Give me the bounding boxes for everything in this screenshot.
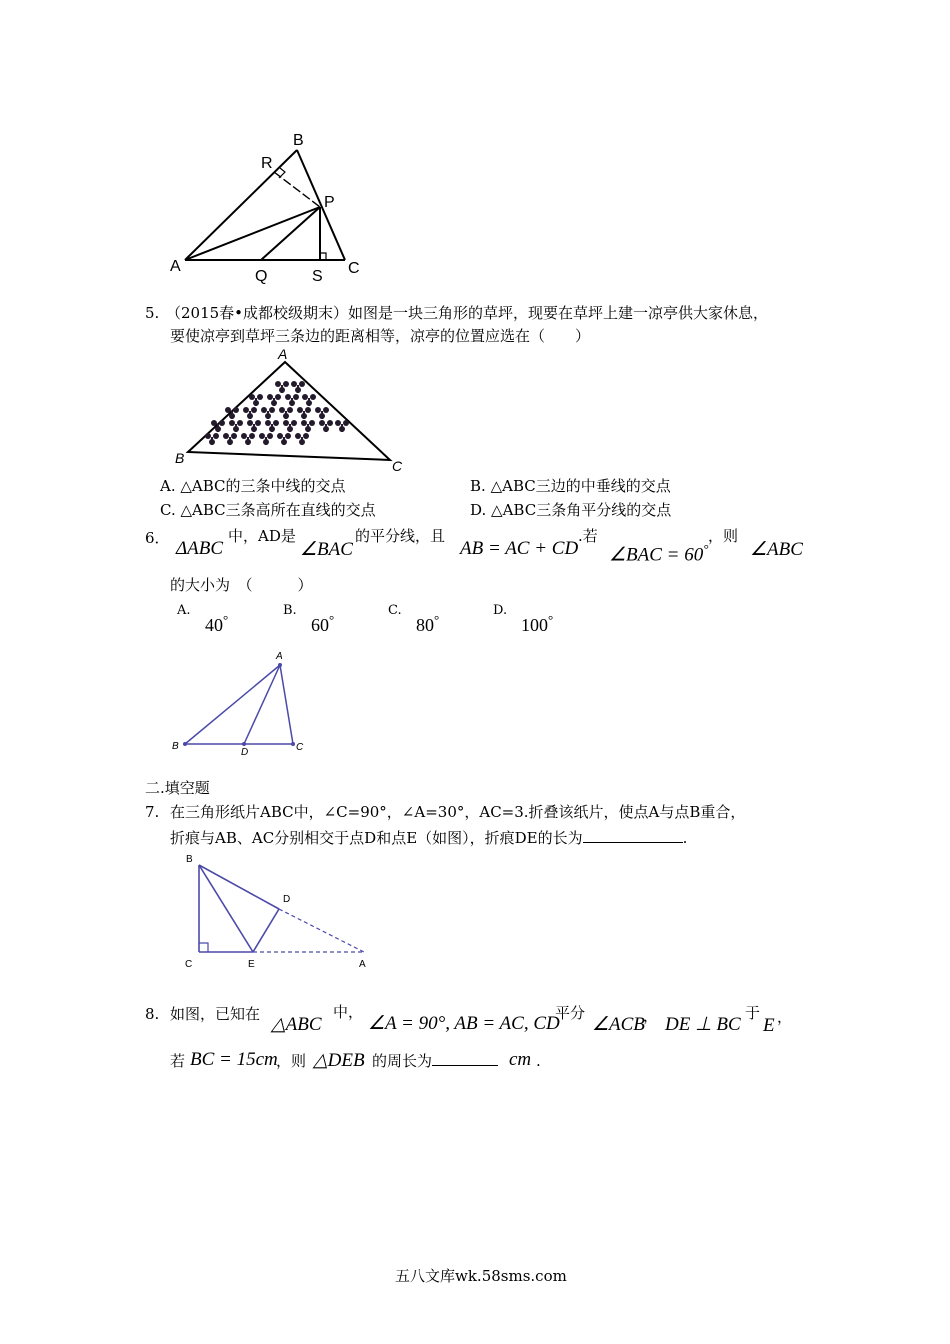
q6-option-b-value <box>311 612 334 636</box>
degree-sign: ° <box>223 612 229 627</box>
label-s: S <box>312 268 323 285</box>
section-title-fill-in: 二.填空题 <box>145 779 210 797</box>
q6-option-d-value <box>521 612 553 636</box>
side-ab <box>185 665 280 744</box>
grass-tuft-icon <box>261 407 275 419</box>
degree-sign: ° <box>434 612 440 627</box>
q5-number: 5. <box>145 304 160 322</box>
grass-tuft-icon <box>279 407 293 419</box>
q6-line2: 的大小为 （ ） <box>170 576 313 594</box>
point-b <box>183 742 187 746</box>
grass-tuft-icon <box>211 420 225 432</box>
answer-blank[interactable] <box>432 1051 498 1066</box>
segment-bd <box>199 865 279 909</box>
point-a <box>278 663 282 667</box>
grass-tuft-icon <box>205 433 219 445</box>
grass-tuft-icon <box>315 407 329 419</box>
q7-line2 <box>170 828 687 848</box>
option-text: △ABC的三条中线的交点 <box>180 477 346 495</box>
grass-tuft-icon <box>295 433 309 445</box>
q8-perpendicular: DE ⊥ BC <box>665 1014 741 1035</box>
footer-watermark: 五八文库wk.58sms.com <box>395 1267 567 1285</box>
value: 80 <box>416 615 434 635</box>
label-b: B <box>186 854 193 865</box>
value: 60 <box>311 615 329 635</box>
grass-tuft-icon <box>291 381 305 393</box>
q8-line2-text2: ，则 <box>276 1052 307 1070</box>
right-angle-c <box>199 943 208 952</box>
q7-tail: . <box>682 829 688 847</box>
point-c <box>291 742 295 746</box>
label-b: B <box>175 450 185 466</box>
q8-point-e: E <box>763 1015 775 1036</box>
option-text: △ABC三条角平分线的交点 <box>491 501 672 519</box>
figure-q6 <box>168 648 318 758</box>
grass-tuft-icon <box>302 394 316 406</box>
grass-tuft-icon <box>267 394 281 406</box>
q7-number: 7. <box>145 803 160 821</box>
label-b: B <box>172 741 179 752</box>
grass-tuft-icon <box>283 420 297 432</box>
grass-tuft-icon <box>229 420 243 432</box>
q6-number: 6． <box>145 529 170 547</box>
q6-option-d-key: D. <box>493 603 508 618</box>
grass-tuft-icon <box>265 420 279 432</box>
label-a: A <box>170 258 181 275</box>
segment-rp <box>274 172 320 207</box>
label-c: C <box>392 458 403 474</box>
grass-tuft-icon <box>285 394 299 406</box>
q5-line2: 要使凉亭到草坪三条边的距离相等，凉亭的位置应选在（ ） <box>170 327 591 345</box>
label-a: A <box>276 651 283 662</box>
q8-triangle-abc: △ABC <box>271 1014 322 1035</box>
grass-tuft-icon <box>241 433 255 445</box>
q6-option-a-key: A. <box>177 603 191 618</box>
q6-option-b-key: B. <box>283 603 297 618</box>
label-d: D <box>241 747 249 758</box>
q8-angle-acb: ∠ACB <box>592 1014 645 1035</box>
option-key: D. <box>470 501 487 519</box>
q6-text2: 的平分线，且 <box>355 527 446 545</box>
degree-sign: ° <box>703 541 709 556</box>
label-p: P <box>324 194 335 211</box>
q6-angle-abc: ∠ABC <box>750 539 803 560</box>
q6-triangle-abc: ΔABC <box>176 538 224 559</box>
grass-tuft-icon <box>297 407 311 419</box>
answer-blank[interactable] <box>583 828 683 843</box>
grass-tuft-icon <box>259 433 273 445</box>
label-e: E <box>248 959 255 970</box>
q8-comma: ， <box>643 1007 659 1025</box>
q6-text1: 中，AD是 <box>228 527 296 545</box>
q8-text1: 如图，已知在 <box>170 1005 261 1023</box>
segment-ad <box>244 665 280 744</box>
option-text: △ABC三条高所在直线的交点 <box>180 501 376 519</box>
figure-q4 <box>160 125 380 285</box>
grass-tuft-icon <box>243 407 257 419</box>
grass-tuft-icon <box>335 420 349 432</box>
value: 100 <box>521 615 548 635</box>
grass-tufts <box>205 381 349 445</box>
q8-line2-text1: 若 <box>170 1052 186 1070</box>
label-c: C <box>296 742 304 753</box>
q6-angle-60 <box>609 541 708 566</box>
q7-line1: 在三角形纸片ABC中，∠C=90°，∠A=30°，AC=3.折叠该纸片，使点A与点B重合， <box>170 803 746 821</box>
q8-perimeter-text: 的周长为 <box>372 1052 433 1070</box>
q6-text4: ，则 <box>708 527 739 545</box>
label-c: C <box>348 260 360 277</box>
figure-q5-lawn <box>170 345 410 475</box>
q6-option-a-value <box>205 612 228 636</box>
grass-tuft-icon <box>277 433 291 445</box>
q6-angle-bac: ∠BAC <box>300 539 353 560</box>
grass-tuft-icon <box>249 394 263 406</box>
q7-line2-text: 折痕与AB、AC分别相交于点D和点E（如图），折痕DE的长为 <box>170 829 583 847</box>
q8-text2: 中， <box>333 1003 364 1021</box>
q8-line2-text3 <box>372 1051 498 1071</box>
q8-conditions: ∠A = 90°, AB = AC, CD <box>368 1013 560 1034</box>
q8-unit: cm <box>509 1049 532 1070</box>
label-r: R <box>261 155 273 172</box>
fold-de <box>253 909 279 952</box>
q8-triangle-deb: △DEB <box>313 1050 365 1071</box>
q6-text3: .若 <box>578 527 598 545</box>
label-a: A <box>278 346 288 362</box>
q8-text3: 平分 <box>555 1004 586 1022</box>
q6-option-c-value <box>416 612 439 636</box>
grass-tuft-icon <box>225 407 239 419</box>
value: 40 <box>205 615 223 635</box>
label-b: B <box>293 132 304 149</box>
label-a: A <box>359 959 366 970</box>
q5-option-a <box>160 476 346 496</box>
q8-text4: 于 <box>745 1004 761 1022</box>
grass-tuft-icon <box>223 433 237 445</box>
right-angle-r <box>279 168 285 178</box>
side-ac <box>280 665 293 744</box>
q6-option-c-key: C. <box>388 603 402 618</box>
degree-sign: ° <box>548 612 554 627</box>
grass-tuft-icon <box>301 420 315 432</box>
q8-comma2: ， <box>777 1008 793 1026</box>
q8-dot: . <box>536 1052 541 1070</box>
label-q: Q <box>255 268 268 285</box>
q8-number: 8. <box>145 1005 160 1023</box>
q8-bc-length: BC = 15cm <box>190 1049 278 1070</box>
q5-option-d <box>470 500 671 520</box>
segment-qp <box>261 207 320 260</box>
option-key: B. <box>470 477 486 495</box>
option-key: C. <box>160 501 176 519</box>
q5-line1: （2015春•成都校级期末）如图是一块三角形的草坪，现要在草坪上建一凉亭供大家休息， <box>166 304 769 322</box>
option-key: A. <box>160 477 176 495</box>
label-c: C <box>185 959 193 970</box>
q6-angle-60-text: ∠BAC = 60 <box>609 544 704 566</box>
grass-tuft-icon <box>319 420 333 432</box>
grass-tuft-icon <box>275 381 289 393</box>
q6-equation: AB = AC + CD <box>460 538 579 559</box>
label-d: D <box>283 894 291 905</box>
q5-option-c <box>160 500 376 520</box>
segment-be <box>199 865 253 952</box>
figure-q7 <box>180 850 380 975</box>
segment-ap <box>185 207 320 260</box>
dashed-da <box>279 909 364 952</box>
option-text: △ABC三边的中垂线的交点 <box>490 477 671 495</box>
q5-option-b <box>470 476 671 496</box>
grass-tuft-icon <box>247 420 261 432</box>
degree-sign: ° <box>329 612 335 627</box>
point-d <box>242 742 246 746</box>
